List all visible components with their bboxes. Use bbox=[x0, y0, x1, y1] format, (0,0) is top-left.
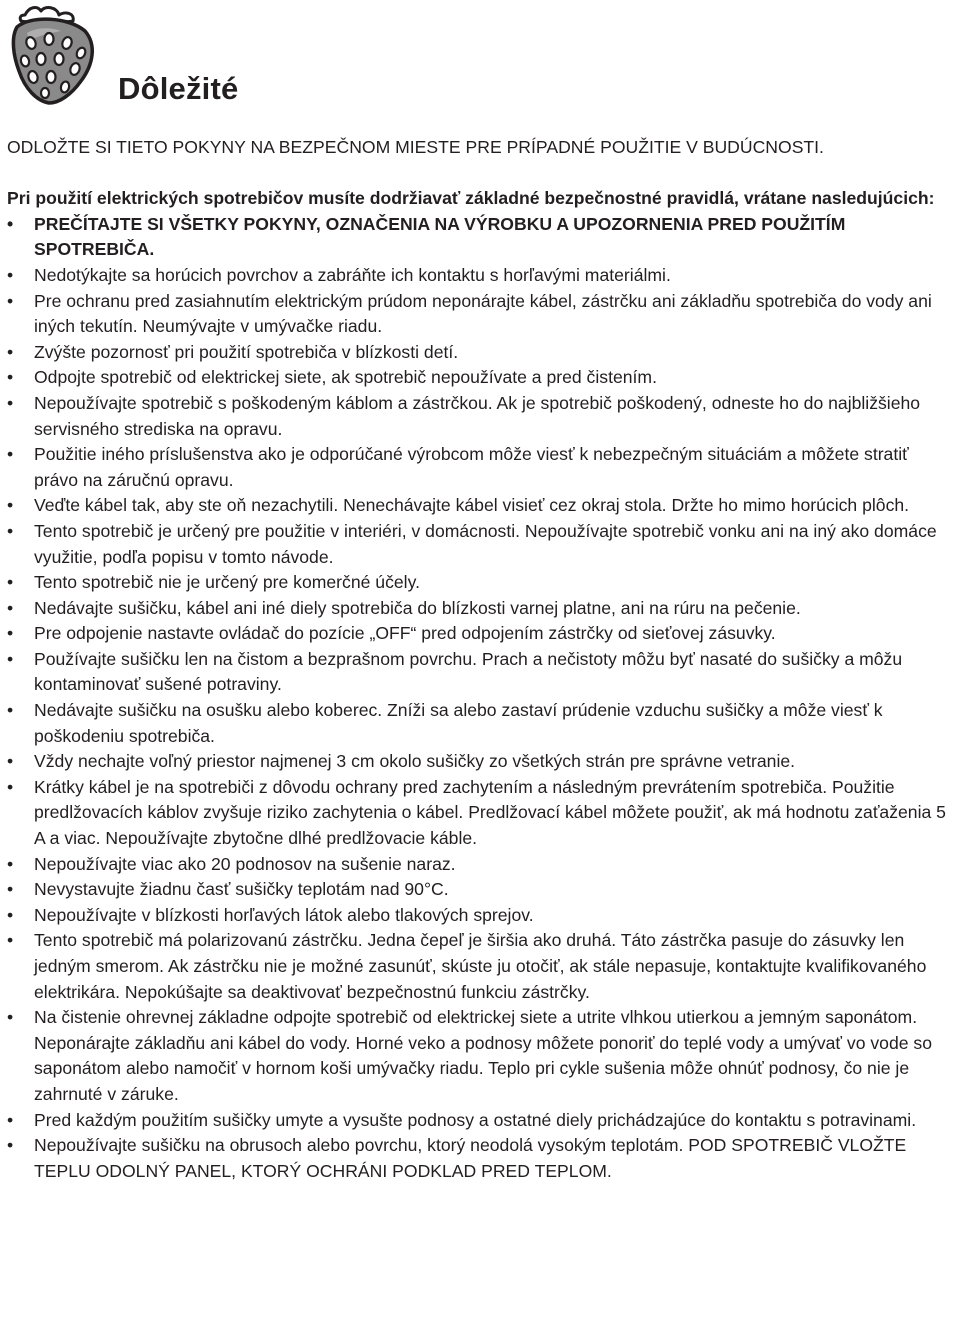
list-item: • Vždy nechajte voľný priestor najmenej 3 cm okolo sušičky zo všetkých strán pre správne vetranie. bbox=[7, 749, 957, 775]
list-item: • Nepoužívajte spotrebič s poškodeným káblom a zástrčkou. Ak je spotrebič poškodený, odneste ho do najbližšieho servisného strediska na opravu. bbox=[7, 391, 957, 442]
list-item: • Používajte sušičku len na čistom a bezprašnom povrchu. Prach a nečistoty môžu byť nasaté do sušičky a môžu kontaminovať sušené potraviny. bbox=[7, 647, 957, 698]
list-item: • Pred každým použitím sušičky umyte a vysušte podnosy a ostatné diely prichádzajúce do kontaktu s potravinami. bbox=[7, 1108, 957, 1134]
list-item: • Krátky kábel je na spotrebiči z dôvodu ochrany pred zachytením a následným prevrátením spotrebiča. Použitie predlžovacích káblov zvyšuje riziko zachytenia o kábel. Predlžovací kábel môžete použiť, ak má hodnotu zaťaženia 5 A a viac. Nepoužívajte zbytočne dlhé predlžovacie káble. bbox=[7, 775, 957, 852]
list-item: • Nedávajte sušičku, kábel ani iné diely spotrebiča do blízkosti varnej platne, ani na rúru na pečenie. bbox=[7, 596, 957, 622]
page-title: Dôležité bbox=[118, 70, 239, 106]
list-item: • Nepoužívajte viac ako 20 podnosov na sušenie naraz. bbox=[7, 852, 957, 878]
safety-rules-list bbox=[7, 212, 957, 1185]
list-item: • Tento spotrebič má polarizovanú zástrčku. Jedna čepeľ je širšia ako druhá. Táto zástrčka pasuje do zásuvky len jedným smerom. Ak zástrčku nie je možné zasunúť, skúste ju otočiť, ak stále nepasuje, kontaktujte kvalifikovaného elektrikára. Nepokúšajte sa deaktivovať bezpečnostnú funkciu zástrčky. bbox=[7, 928, 957, 1005]
list-item: • PREČÍTAJTE SI VŠETKY POKYNY, OZNAČENIA NA VÝROBKU A UPOZORNENIA PRED POUŽITÍM SPOTREBIČA. bbox=[7, 212, 957, 263]
page-header bbox=[0, 0, 960, 110]
strawberry-icon bbox=[7, 5, 97, 105]
list-item: • Zvýšte pozornosť pri použití spotrebiča v blízkosti detí. bbox=[7, 340, 957, 366]
list-item: • Použitie iného príslušenstva ako je odporúčané výrobcom môže viesť k nebezpečným situáciám a môžete stratiť právo na záručnú opravu. bbox=[7, 442, 957, 493]
safety-lead: Pri použití elektrických spotrebičov musíte dodržiavať základné bezpečnostné pravidlá, vrátane nasledujúcich: bbox=[7, 188, 935, 209]
list-item: • Nepoužívajte sušičku na obrusoch alebo povrchu, ktorý neodolá vysokým teplotám. POD SPOTREBIČ VLOŽTE TEPLU ODOLNÝ PANEL, KTORÝ OCHRÁNI PODKLAD PRED TEPLOM. bbox=[7, 1133, 957, 1184]
document-body bbox=[7, 135, 957, 1184]
list-item: • Veďte kábel tak, aby ste oň nezachytili. Nenechávajte kábel visieť cez okraj stola. Držte ho mimo horúcich plôch. bbox=[7, 493, 957, 519]
list-item: • Tento spotrebič nie je určený pre komerčné účely. bbox=[7, 570, 957, 596]
list-item: • Nevystavujte žiadnu časť sušičky teplotám nad 90°C. bbox=[7, 877, 957, 903]
list-item: • Nedávajte sušičku na osušku alebo koberec. Zníži sa alebo zastaví prúdenie vzduchu sušičky a môže viesť k poškodeniu spotrebiča. bbox=[7, 698, 957, 749]
list-item: • Nepoužívajte v blízkosti horľavých látok alebo tlakových sprejov. bbox=[7, 903, 957, 929]
list-item: • Pre ochranu pred zasiahnutím elektrickým prúdom neponárajte kábel, zástrčku ani základňu spotrebiča do vody ani iných tekutín. Neumývajte v umývačke riadu. bbox=[7, 289, 957, 340]
list-item: • Odpojte spotrebič od elektrickej siete, ak spotrebič nepoužívate a pred čistením. bbox=[7, 365, 957, 391]
list-item: • Na čistenie ohrevnej základne odpojte spotrebič od elektrickej siete a utrite vlhkou utierkou a jemným saponátom. Neponárajte základňu ani kábel do vody. Horné veko a podnosy môžete ponoriť do teplé vody a umývať vo vode so saponátom alebo namočiť v hornom koši umývačky riadu. Teplo pri cykle sušenia môže ohnúť podnosy, čo nie je zahrnuté v záruke. bbox=[7, 1005, 957, 1107]
intro-notice: ODLOŽTE SI TIETO POKYNY NA BEZPEČNOM MIESTE PRE PRÍPADNÉ POUŽITIE V BUDÚCNOSTI. bbox=[7, 137, 824, 157]
list-item: • Nedotýkajte sa horúcich povrchov a zabráňte ich kontaktu s horľavými materiálmi. bbox=[7, 263, 957, 289]
list-item: • Pre odpojenie nastavte ovládač do pozície „OFF“ pred odpojením zástrčky od sieťovej zásuvky. bbox=[7, 621, 957, 647]
list-item: • Tento spotrebič je určený pre použitie v interiéri, v domácnosti. Nepoužívajte spotrebič vonku ani na iný ako domáce využitie, podľa popisu v tomto návode. bbox=[7, 519, 957, 570]
